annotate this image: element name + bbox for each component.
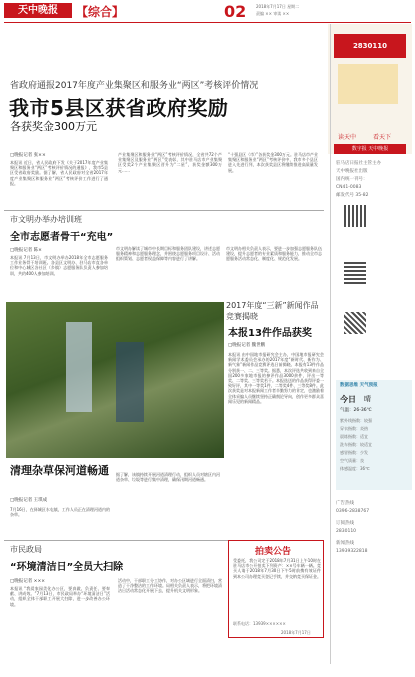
auction-title: 拍卖公告: [255, 547, 292, 557]
story4-kicker: 市民政局: [10, 545, 42, 554]
story4-column-2: 活动中，干部职工分工协作，对办公区域进行全面清扫，营造了干净整洁的工作环境。局相关负责人表示，将把环境清洁日活动常态化开展下去，提升机关文明形象。: [118, 578, 222, 594]
lead-byline: □晚报记者 张××: [10, 153, 46, 158]
section-label: 【综合】: [76, 5, 125, 19]
photo-caption-headline: 清理杂草保河道畅通: [10, 464, 109, 477]
date-line: 2018年7月17日 星期二: [256, 4, 300, 9]
weather-panel: [336, 380, 412, 490]
ad-hotline-number: 0396-2838767: [336, 509, 370, 514]
auction-contact: 联系电话：13939××××××: [233, 621, 286, 626]
weather-item: 感冒指数：少发: [340, 450, 368, 455]
qr-code-icon: [344, 205, 366, 227]
right-top-panel: [328, 24, 412, 154]
publisher-line: 天中晚报社出版: [336, 169, 368, 174]
story3-body: 本报讯 由中国地市报研究会主办，中国地市报研究会新闻学术委员会承办的2017年度“新时代、新作为、新气象”新闻作品竞赛评选日前揭晓。本报有13件作品分别获一、二、三等奖。据悉，本次评选共收到来自全国200多家地市报的参评作品3000余件，评出一等奖、二等奖、三等奖若干。本报选送的作品获得评委一致好评，其中一等奖1件、二等奖4件、三等奖8件。此次获奖是对本报新闻工作者辛勤努力的肯定，也激励着全体采编人员继续坚持正确舆论导向，创作更多群众喜闻乐见的新闻精品。: [228, 352, 324, 404]
weather-item: 穿衣指数：炎热: [340, 426, 368, 431]
ad-hotline-label: 广告热线: [336, 501, 354, 506]
story4-byline: □晚报记者 ×××: [10, 579, 45, 584]
story3-kicker: 2017年度“三新”新闻作品竞赛揭晓: [226, 301, 319, 321]
photo-byline: □晚报记者 王琪成: [10, 498, 48, 503]
weather-item: 洗车指数：较适宜: [340, 442, 372, 447]
story3-byline: □晚报记者 魏世鹏: [228, 343, 266, 348]
weather-temp: 气温：26-36℃: [340, 408, 372, 413]
photo-text-right: 据了解，该镇持续开展河道清理行动，组织人员对辖区内河道杂草、垃圾等进行集中清理，确保汛期河道畅通。: [116, 472, 220, 483]
column-divider: [330, 24, 331, 664]
weather-item: 晨练指数：适宜: [340, 434, 368, 439]
lead-subhead: 各获奖金300万元: [10, 120, 97, 133]
story3-headline: 本报13件作品获奖: [228, 328, 312, 339]
editor-line: 责编 ×× 审读 ××: [256, 11, 290, 16]
story2-column-3: 市文明办相关负责人表示，要进一步加强志愿服务队伍建设，提升志愿者的专业素质和服务能力，推动全市志愿服务活动常态化、制度化、规范化发展。: [226, 246, 322, 262]
read-tianzhong-label: 读天中: [338, 134, 357, 141]
lead-column-3: “十强县区（市）”各获奖金300万元。驻马店市产业集聚区和服务业“两区”考核评价中，我市多个县区进入先进行列，本次获奖县区将继续推进高质量发展。: [228, 152, 318, 173]
subscribe-label: 订阅热线: [336, 521, 354, 526]
weather-item: 空气质量：良: [340, 458, 364, 463]
weather-item: 体感温度：36℃: [340, 466, 370, 471]
subscribe-number: 2830110: [336, 529, 357, 534]
qr-code-icon: [344, 312, 366, 334]
weather-condition: 晴: [364, 395, 371, 403]
lead-column-2: 产业集聚区和服务业“两区”考核评价情况，全省共72个产业集聚区及服务业“两区”受表彰，其中驻马店市产业集聚区受奖2个产业集聚区晋升为“二星”，获奖金额300万元……: [118, 152, 222, 173]
qr-code-icon: [344, 262, 366, 284]
page-number: 02: [224, 2, 247, 21]
newspaper-logo: 天中晚报: [4, 3, 72, 18]
story2-column-2: 市文明办解读了城市中长期目标和服务团队建设，讲述志愿服务精神和志愿服务理念，并围绕志愿服务项目设计、活动组织策划、志愿者权益保障等内容进行了讲解。: [116, 246, 220, 262]
story4-headline: “环境清洁日”全员大扫除: [10, 562, 124, 573]
hotline-panel: [336, 500, 412, 640]
weather-day: 今日: [340, 395, 356, 404]
auction-body: 受委托，我公司定于2018年7月31日上午10时在驻马店市公开拍卖下列资产：××号车辆一辆。竞买人请于2018年7月30日下午5时前携有效证件到本公司办理竞买登记手续，并交纳竞买保证金。: [233, 558, 321, 579]
publisher-line: 驻马店日报社主管主办: [336, 161, 381, 166]
story4-column-1: 本报讯 “我爱家园美化办公区，要真做、负责任、要奉献、讲成效。”7月13日，市民政局举办“环境清洁日”活动，组织全体干部职工开展大扫除，进一步改善办公环境。: [10, 586, 110, 607]
publisher-line: CN41-0083: [336, 185, 362, 190]
lead-kicker: 省政府通报2017年度产业集聚区和服务业“两区”考核评价情况: [10, 81, 259, 91]
worker-figure: [66, 322, 92, 412]
auction-date: 2018年7月17日: [281, 630, 311, 635]
see-world-label: 看天下: [373, 134, 392, 141]
promo-image: [338, 64, 398, 104]
story2-byline: □晚报记者 陈×: [10, 248, 42, 253]
worker-figure: [116, 342, 144, 422]
story2-column-1: 本报讯 7月13日，市文明办举办2018年全市志愿服务工作业务骨干培训班。各县区文明办、驻马店市直各单位和中心城区各社区（乡镇）志愿服务队负责人参加培训，共约400人参加培训。: [10, 255, 108, 276]
publisher-line: 国内统一刊号：: [336, 177, 368, 182]
publisher-line: 邮发代号 35-82: [336, 193, 369, 198]
subscription-ad: 2830110: [334, 34, 406, 58]
weather-brand: 数据思维 天气预报: [340, 383, 378, 388]
story2-kicker: 市文明办举办培训班: [10, 215, 82, 224]
photo-river-cleanup: [6, 302, 224, 458]
publisher-info: [336, 160, 412, 200]
masthead-rule: [4, 22, 411, 23]
news-label: 新闻热线: [336, 541, 354, 546]
news-number: 13939322818: [336, 549, 368, 554]
lead-column-1: 本报讯 近日，省人民政府下发《关于2017年度产业集聚区和服务业“两区”考核评价情况的通报》，我市5县区受省政府奖励。据了解，省人民政府对全省2017年度产业集聚区和服务业“两区”考核评价工作进行了通报。: [10, 160, 108, 186]
weather-item: 紫外线指数：较强: [340, 418, 372, 423]
section-divider: [4, 210, 324, 211]
digital-banner: 数字报 天中晚报: [334, 144, 406, 154]
story2-headline: 全市志愿者骨干“充电”: [10, 232, 114, 243]
lead-headline: 我市5县区获省政府奖励: [9, 96, 229, 120]
photo-text-left: 7月16日，在驿城区水屯镇，工作人员正在清理河道内的杂草。: [10, 507, 110, 518]
auction-notice: [228, 540, 324, 638]
